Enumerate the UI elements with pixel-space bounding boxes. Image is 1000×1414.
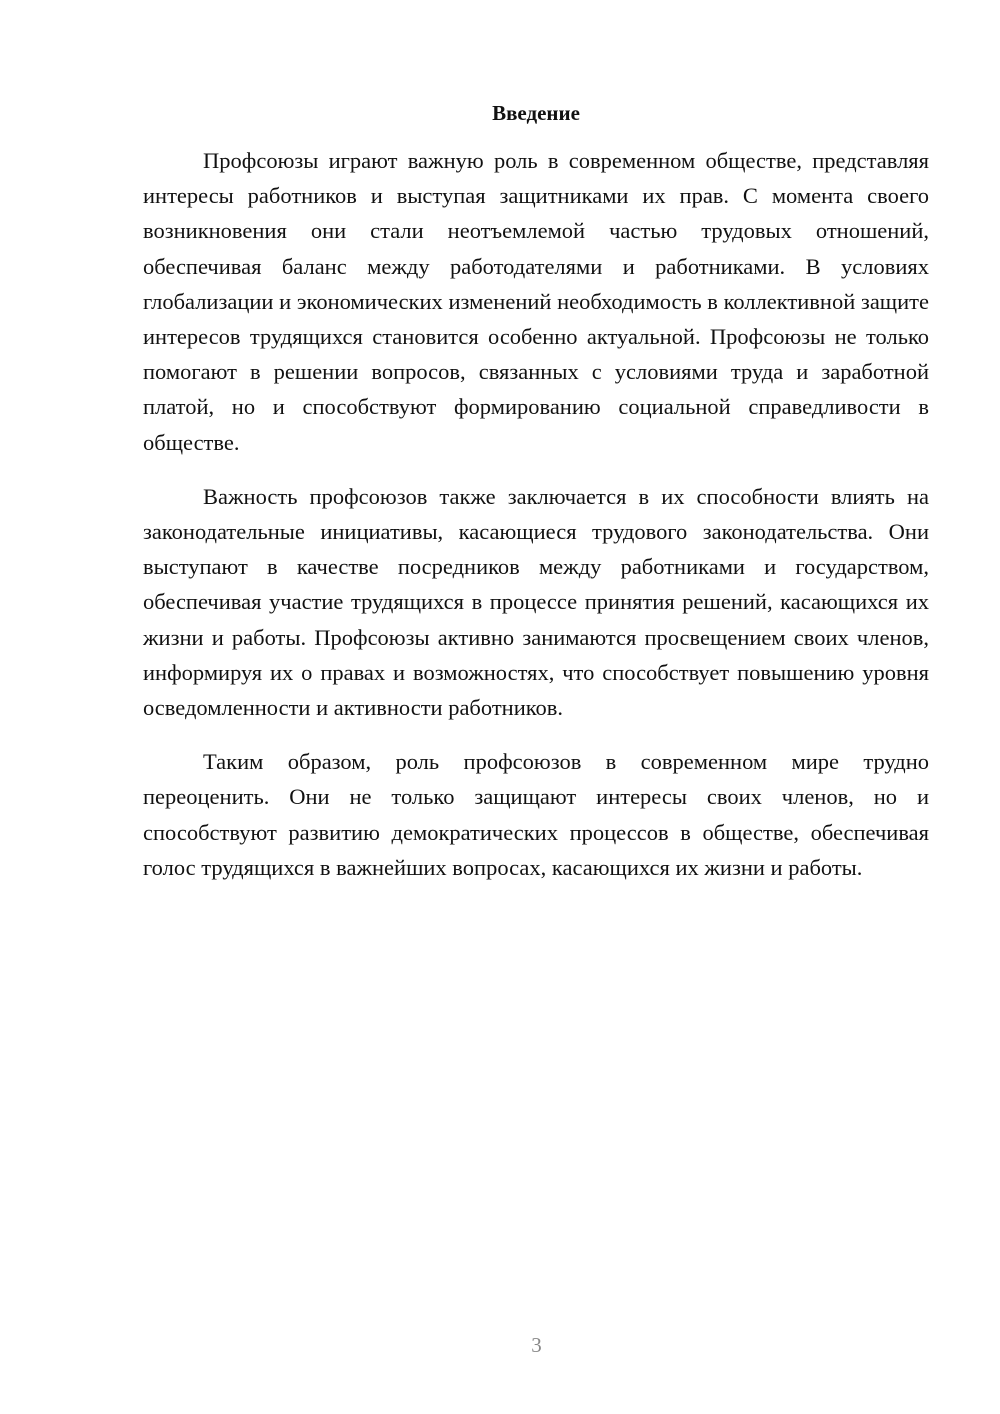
page-number: 3 xyxy=(531,1333,542,1357)
section-heading: Введение xyxy=(492,101,580,125)
paragraph-1: Профсоюзы играют важную роль в современном обществе, представляя интересы работников и выступая защитниками их прав. С момента своего возникновения они стали неотъемлемой частью трудовых отношений, обеспечивая баланс между работодателями и работниками. В условиях глобализации и экономических изменений необходимость в коллективной защите интересов трудящихся становится особенно актуальной. Профсоюзы не только помогают в решении вопросов, связанных с условиями труда и заработной платой, но и способствуют формированию социальной справедливости в обществе. xyxy=(143,148,929,455)
paragraph-3: Таким образом, роль профсоюзов в современном мире трудно переоценить. Они не только защищают интересы своих членов, но и способствуют развитию демократических процессов в обществе, обеспечивая голос трудящихся в важнейших вопросах, касающихся их жизни и работы. xyxy=(143,749,929,880)
paragraph-2: Важность профсоюзов также заключается в их способности влиять на законодательные инициативы, касающиеся трудового законодательства. Они выступают в качестве посредников между работниками и государством, обеспечивая участие трудящихся в процессе принятия решений, касающихся их жизни и работы. Профсоюзы активно занимаются просвещением своих членов, информируя их о правах и возможностях, что способствует повышению уровня осведомленности и активности работников. xyxy=(143,483,929,721)
page-content xyxy=(143,96,929,904)
